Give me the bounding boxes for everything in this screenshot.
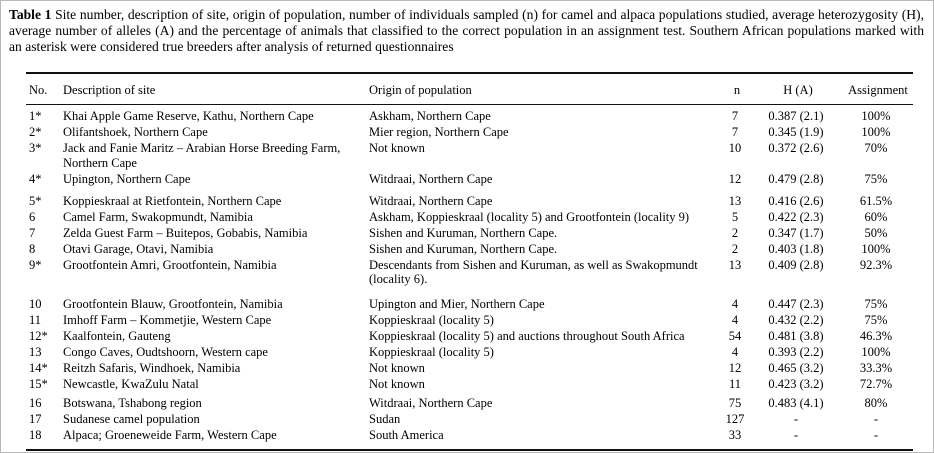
- cell-n: 12: [728, 171, 742, 186]
- cell-n: 75: [728, 396, 742, 410]
- cell-assignment: 80%: [864, 396, 888, 410]
- cell-n: 33: [728, 428, 742, 442]
- cell-description: Grootfontein Blauw, Grootfontein, Namibia: [63, 297, 283, 311]
- cell-site-number: 6: [29, 209, 36, 224]
- cell-origin: Mier region, Northern Cape: [369, 125, 509, 139]
- cell-assignment: 100%: [861, 345, 891, 359]
- cell-origin: Sishen and Kuruman, Northern Cape.: [369, 225, 558, 240]
- table-row: [26, 376, 913, 392]
- cell-ha: 0.422 (2.3): [768, 209, 824, 224]
- table-row: [26, 392, 913, 411]
- cell-ha: 0.347 (1.7): [768, 225, 824, 240]
- cell-site-number: 17: [29, 412, 42, 426]
- table-row: [26, 105, 913, 125]
- cell-origin: Koppieskraal (locality 5): [369, 345, 494, 359]
- cell-origin: Not known: [369, 377, 425, 391]
- cell-ha: 0.393 (2.2): [768, 345, 824, 359]
- column-header-no: No.: [26, 73, 63, 105]
- cell-origin: Not known: [369, 141, 425, 155]
- table-row: [26, 312, 913, 328]
- cell-ha: 0.479 (2.8): [768, 171, 824, 186]
- cell-origin: Witdraai, Northern Cape: [369, 193, 493, 208]
- cell-site-number: 12*: [29, 329, 48, 343]
- cell-description: Olifantshoek, Northern Cape: [63, 125, 208, 139]
- data-table: [26, 72, 913, 451]
- cell-origin: Witdraai, Northern Cape: [369, 396, 493, 410]
- table-row: [26, 241, 913, 257]
- cell-assignment: 100%: [861, 241, 891, 256]
- cell-origin: Koppieskraal (locality 5) and auctions throughout South Africa: [369, 329, 685, 343]
- cell-site-number: 15*: [29, 377, 48, 391]
- table-row: [26, 257, 913, 288]
- cell-ha: -: [793, 428, 799, 442]
- cell-ha: 0.409 (2.8): [768, 257, 824, 272]
- table-header: [26, 73, 913, 105]
- cell-assignment: 92.3%: [859, 257, 893, 272]
- cell-site-number: 5*: [29, 193, 42, 208]
- cell-ha: 0.481 (3.8): [768, 329, 824, 343]
- cell-description: Botswana, Tshabong region: [63, 396, 202, 410]
- cell-description: Camel Farm, Swakopmundt, Namibia: [63, 209, 253, 224]
- cell-description: Grootfontein Amri, Grootfontein, Namibia: [63, 257, 277, 272]
- cell-assignment: 75%: [864, 171, 888, 186]
- cell-description: Koppieskraal at Rietfontein, Northern Cape: [63, 193, 282, 208]
- header-row: [26, 73, 913, 105]
- cell-n: 11: [728, 377, 742, 391]
- cell-origin: Witdraai, Northern Cape: [369, 171, 493, 186]
- cell-description: Jack and Fanie Maritz – Arabian Horse Breeding Farm, Northern Cape: [63, 141, 341, 170]
- table-row: [26, 209, 913, 225]
- column-header-assignment: Assignment: [843, 73, 913, 105]
- cell-assignment: 100%: [861, 109, 891, 123]
- column-header-description: Description of site: [63, 73, 369, 105]
- cell-ha: 0.465 (3.2): [768, 361, 824, 375]
- cell-assignment: -: [873, 412, 879, 426]
- cell-description: Alpaca; Groeneweide Farm, Western Cape: [63, 428, 277, 442]
- cell-assignment: 100%: [861, 125, 891, 139]
- table-caption: [9, 7, 924, 55]
- column-header-ha: H (A): [753, 73, 843, 105]
- cell-description: Reitzh Safaris, Windhoek, Namibia: [63, 361, 241, 375]
- cell-description: Khai Apple Game Reserve, Kathu, Northern Cape: [63, 109, 314, 123]
- cell-assignment: 60%: [864, 209, 888, 224]
- cell-description: Congo Caves, Oudtshoorn, Western cape: [63, 345, 268, 359]
- table-row: [26, 171, 913, 187]
- cell-ha: 0.432 (2.2): [768, 313, 824, 327]
- table-caption-label: Table 1: [9, 7, 52, 22]
- cell-site-number: 4*: [29, 171, 42, 186]
- cell-n: 12: [728, 361, 742, 375]
- cell-assignment: 75%: [864, 313, 888, 327]
- cell-assignment: 50%: [864, 225, 888, 240]
- cell-n: 7: [731, 109, 739, 123]
- cell-n: 5: [731, 209, 739, 224]
- cell-n: 127: [725, 412, 745, 426]
- cell-assignment: 33.3%: [859, 361, 893, 375]
- column-header-n: n: [721, 73, 753, 105]
- cell-origin: Upington and Mier, Northern Cape: [369, 297, 545, 311]
- cell-ha: -: [793, 412, 799, 426]
- cell-origin: Askham, Koppieskraal (locality 5) and Grootfontein (locality 9): [369, 209, 690, 224]
- cell-ha: 0.483 (4.1): [768, 396, 824, 410]
- cell-description: Upington, Northern Cape: [63, 171, 191, 186]
- table-row: [26, 124, 913, 140]
- cell-site-number: 14*: [29, 361, 48, 375]
- cell-origin: Sudan: [369, 412, 401, 426]
- cell-n: 2: [731, 225, 739, 240]
- cell-ha: 0.345 (1.9): [768, 125, 824, 139]
- cell-n: 4: [731, 297, 739, 311]
- cell-description: Kaalfontein, Gauteng: [63, 329, 171, 343]
- cell-description: Otavi Garage, Otavi, Namibia: [63, 241, 214, 256]
- cell-ha: 0.447 (2.3): [768, 297, 824, 311]
- cell-site-number: 10: [29, 297, 42, 311]
- cell-site-number: 2*: [29, 125, 42, 139]
- cell-site-number: 16: [29, 396, 42, 410]
- table-body: [26, 105, 913, 450]
- column-header-origin: Origin of population: [369, 73, 721, 105]
- cell-assignment: 61.5%: [859, 193, 893, 208]
- cell-origin: Sishen and Kuruman, Northern Cape.: [369, 241, 558, 256]
- cell-origin: Koppieskraal (locality 5): [369, 313, 494, 327]
- cell-origin: Descendants from Sishen and Kuruman, as well as Swakopmundt (locality 6).: [369, 257, 698, 286]
- table-row: [26, 360, 913, 376]
- cell-description: Sudanese camel population: [63, 412, 200, 426]
- cell-assignment: 70%: [864, 141, 888, 155]
- table-row: [26, 287, 913, 312]
- cell-description: Newcastle, KwaZulu Natal: [63, 377, 199, 391]
- cell-description: Zelda Guest Farm – Buitepos, Gobabis, Namibia: [63, 225, 308, 240]
- table-row: [26, 411, 913, 427]
- cell-origin: Askham, Northern Cape: [369, 109, 491, 123]
- cell-n: 4: [731, 345, 739, 359]
- cell-assignment: 72.7%: [859, 377, 893, 391]
- cell-origin: Not known: [369, 361, 425, 375]
- cell-site-number: 11: [29, 313, 42, 327]
- cell-ha: 0.423 (3.2): [768, 377, 824, 391]
- cell-site-number: 3*: [29, 141, 42, 155]
- cell-site-number: 13: [29, 345, 42, 359]
- cell-site-number: 9*: [29, 257, 42, 272]
- cell-ha: 0.416 (2.6): [768, 193, 824, 208]
- table-row: [26, 140, 913, 171]
- table-caption-text: Site number, description of site, origin of population, number of individuals sampled (n) for camel and alpaca populations studied, average heterozygosity (H), average number of alleles (A) and the percentage of animals that classified to the correct population in an assignment test. Southern African populations marked with an asterisk were considered true breeders after analysis of returned questionnaires: [9, 7, 924, 54]
- cell-n: 54: [728, 329, 742, 343]
- cell-n: 2: [731, 241, 739, 256]
- table-row: [26, 344, 913, 360]
- cell-n: 7: [731, 125, 739, 139]
- cell-n: 10: [728, 141, 742, 155]
- table-row: [26, 328, 913, 344]
- cell-assignment: -: [873, 428, 879, 442]
- cell-origin: South America: [369, 428, 444, 442]
- cell-ha: 0.372 (2.6): [768, 141, 824, 155]
- cell-description: Imhoff Farm – Kommetjie, Western Cape: [63, 313, 272, 327]
- cell-site-number: 1*: [29, 109, 42, 123]
- cell-assignment: 46.3%: [859, 329, 893, 343]
- cell-ha: 0.387 (2.1): [768, 109, 824, 123]
- table-row: [26, 427, 913, 450]
- cell-n: 13: [728, 257, 742, 272]
- cell-n: 13: [728, 193, 742, 208]
- cell-site-number: 18: [29, 428, 42, 442]
- cell-n: 4: [731, 313, 739, 327]
- cell-site-number: 7: [29, 225, 36, 240]
- table-row: [26, 187, 913, 209]
- cell-ha: 0.403 (1.8): [768, 241, 824, 256]
- cell-assignment: 75%: [864, 297, 888, 311]
- cell-site-number: 8: [29, 241, 36, 256]
- table-row: [26, 225, 913, 241]
